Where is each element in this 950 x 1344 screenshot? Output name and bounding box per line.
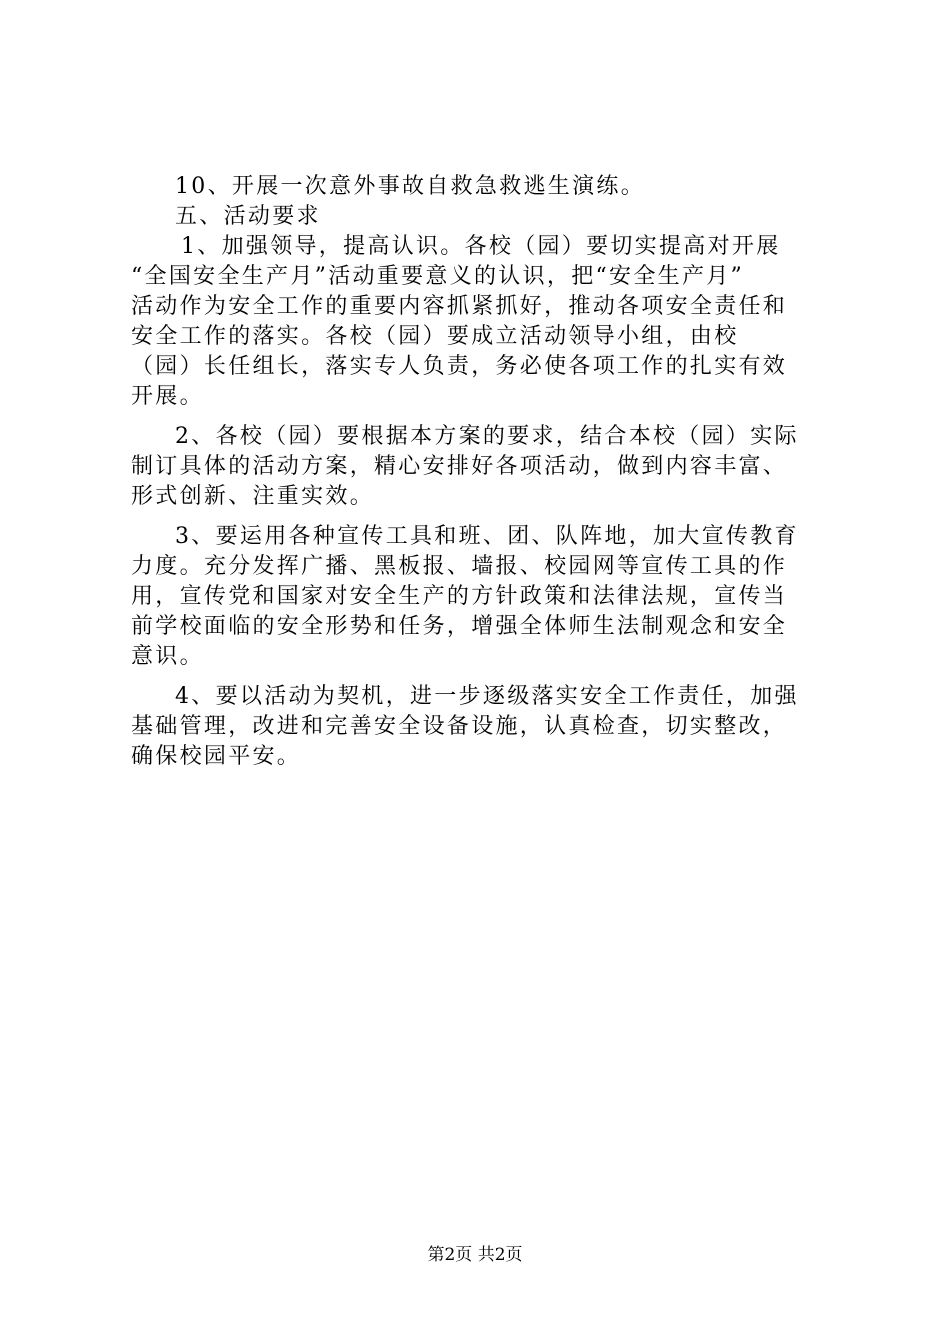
text-line: 用，宣传党和国家对安全生产的方针政策和法律法规，宣传当 — [131, 584, 788, 609]
text-line: 开展。 — [131, 384, 204, 409]
text-line: 4、要以活动为契机，进一步逐级落实安全工作责任，加强 — [175, 684, 799, 709]
paragraph-requirement-3 — [131, 522, 831, 672]
text-line: 2、各校（园）要根据本方案的要求，结合本校（园）实际 — [175, 424, 799, 449]
text-line: 力度。充分发挥广播、黑板报、墙报、校园网等宣传工具的作 — [131, 554, 788, 579]
text-line: 1、加强领导，提高认识。各校（园）要切实提高对开展 — [181, 234, 781, 259]
paragraph-requirement-4 — [131, 682, 831, 772]
text-line: 确保校园平安。 — [131, 744, 302, 769]
text-line: （园）长任组长，落实专人负责，务必使各项工作的扎实有效 — [131, 354, 788, 379]
text-line: 10、开展一次意外事故自救急救逃生演练。 — [175, 174, 645, 199]
section-heading-requirements — [131, 202, 831, 232]
document-body — [131, 172, 831, 772]
text-line: 五、活动要求 — [175, 204, 321, 229]
text-line: “全国安全生产月”活动重要意义的认识，把“安全生产月” — [131, 264, 745, 289]
text-line: 3、要运用各种宣传工具和班、团、队阵地，加大宣传教育 — [175, 524, 799, 549]
text-line: 活动作为安全工作的重要内容抓紧抓好，推动各项安全责任和 — [131, 294, 788, 319]
paragraph-requirement-2 — [131, 422, 831, 512]
text-line: 制订具体的活动方案，精心安排好各项活动，做到内容丰富、 — [131, 454, 788, 479]
text-line: 意识。 — [131, 644, 204, 669]
text-line: 前学校面临的安全形势和任务，增强全体师生法制观念和安全 — [131, 614, 788, 639]
page-number-footer: 第2页 共2页 — [427, 1245, 523, 1265]
text-line: 安全工作的落实。各校（园）要成立活动领导小组，由校 — [131, 324, 739, 349]
paragraph-item-10 — [131, 172, 831, 202]
paragraph-requirement-1 — [131, 232, 831, 412]
text-line: 形式创新、注重实效。 — [131, 484, 375, 509]
text-line: 基础管理，改进和完善安全设备设施，认真检查，切实整改， — [131, 714, 788, 739]
